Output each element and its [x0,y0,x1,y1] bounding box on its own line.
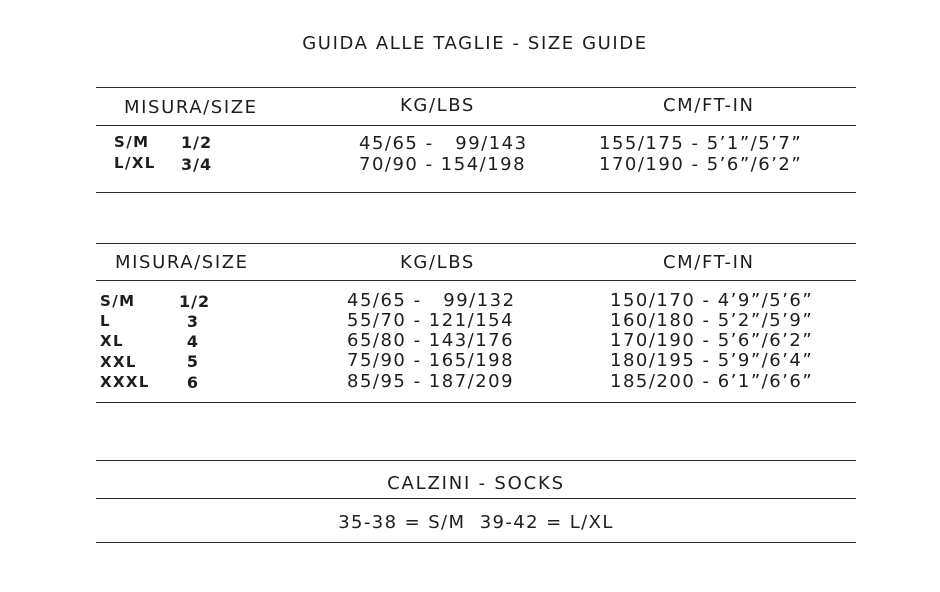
table1-header-weight: KG/LBS [400,95,475,116]
table1-top-rule [96,87,856,88]
table2-row4-num: 5 [186,352,200,371]
table1-row2-weight: 70/90 - 154/198 [359,154,527,175]
table2-row2-num: 3 [186,312,200,331]
page-title: GUIDA ALLE TAGLIE - SIZE GUIDE [302,33,648,54]
socks-top-rule [96,460,856,461]
table2-row5-num: 6 [186,373,200,392]
table2-row4-size: XXL [100,353,137,371]
table2-row3-size: XL [100,332,124,350]
table1-header-size: MISURA/SIZE [124,97,258,118]
table1-bottom-rule [96,192,856,193]
table1-header-rule [96,125,856,126]
table2-top-rule [96,243,856,244]
table2-row2-height: 160/180 - 5’2”/5’9” [610,310,814,331]
table1-row2-num: 3/4 [181,155,213,174]
table2-row2-size: L [100,312,111,330]
table1-row1-size: S/M [114,133,150,151]
table2-row5-height: 185/200 - 6’1”/6’6” [610,371,814,392]
table1-row1-height: 155/175 - 5’1”/5’7” [599,133,803,154]
table2-header-size: MISURA/SIZE [115,252,249,273]
socks-bottom-rule [96,542,856,543]
table1-header-height: CM/FT-IN [663,95,755,116]
table2-header-height: CM/FT-IN [663,252,755,273]
table2-row1-weight: 45/65 - 99/132 [347,290,516,311]
table2-row4-weight: 75/90 - 165/198 [347,350,515,371]
table2-bottom-rule [96,402,856,403]
table2-row1-size: S/M [100,292,136,310]
table1-row1-weight: 45/65 - 99/143 [359,133,528,154]
socks-title: CALZINI - SOCKS [387,473,565,494]
table2-row1-num: 1/2 [179,292,211,311]
table2-row2-weight: 55/70 - 121/154 [347,310,515,331]
socks-header-rule [96,498,856,499]
table2-header-rule [96,280,856,281]
table1-row2-size: L/XL [114,154,156,172]
table2-row3-height: 170/190 - 5’6”/6’2” [610,330,814,351]
table1-row2-height: 170/190 - 5’6”/6’2” [599,154,803,175]
table2-row1-height: 150/170 - 4’9”/5’6” [610,290,814,311]
table2-row4-height: 180/195 - 5’9”/6’4” [610,350,814,371]
table2-header-weight: KG/LBS [400,252,475,273]
socks-size-row: 35-38 = S/M 39-42 = L/XL [338,512,614,533]
table2-row5-weight: 85/95 - 187/209 [347,371,515,392]
table2-row3-num: 4 [186,332,200,351]
table1-row1-num: 1/2 [181,133,213,152]
table2-row5-size: XXXL [100,373,150,391]
table2-row3-weight: 65/80 - 143/176 [347,330,515,351]
